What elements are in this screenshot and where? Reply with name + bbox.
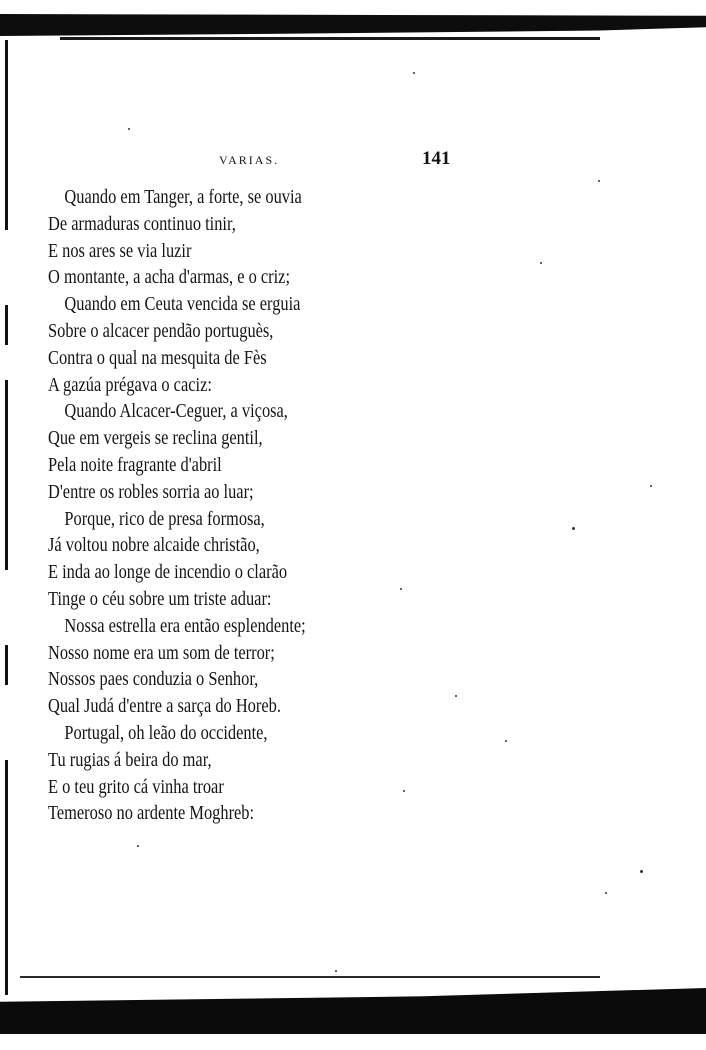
scan-speck <box>403 790 405 792</box>
poem-line: O montante, a acha d'armas, e o criz; <box>48 266 291 289</box>
poem-line: Que em vergeis se reclina gentil, <box>48 427 263 450</box>
scan-speck <box>540 262 542 264</box>
poem-line: Quando Alcacer-Ceguer, a viçosa, <box>64 400 288 423</box>
scan-margin-line <box>5 645 8 685</box>
poem-line: Temeroso no ardente Moghreb: <box>48 802 255 825</box>
running-title: VARIAS. <box>219 153 280 167</box>
page-bottom-rule <box>20 976 600 978</box>
poem-line: Nossos paes conduzia o Senhor, <box>48 668 259 691</box>
poem-line: De armaduras continuo tinir, <box>48 212 236 235</box>
poem-line: Nossa estrella era então esplendente; <box>64 614 306 637</box>
scan-margin-line <box>5 40 8 230</box>
scan-margin-line <box>5 305 8 345</box>
scan-speck <box>400 588 402 590</box>
page-number: 141 <box>422 148 451 169</box>
poem-line: Quando em Ceuta vencida se erguia <box>64 293 301 316</box>
poem-body <box>48 184 306 827</box>
page-top-rule <box>60 37 600 40</box>
poem-line: Nosso nome era um som de terror; <box>48 641 275 664</box>
scan-margin-line <box>5 760 8 995</box>
scan-edge-top <box>0 14 706 36</box>
poem-line: D'entre os robles sorria ao luar; <box>48 480 254 503</box>
scan-speck <box>455 695 457 697</box>
poem-line: Qual Judá d'entre a sarça do Horeb. <box>48 695 281 718</box>
scan-speck <box>605 892 607 894</box>
poem-line: Quando em Tanger, a forte, se ouvia <box>64 186 302 208</box>
poem-line: Já voltou nobre alcaide christão, <box>48 534 260 557</box>
scan-speck <box>572 527 575 530</box>
poem-line: Tu rugias á beira do mar, <box>48 748 212 771</box>
poem-line: Porque, rico de presa formosa, <box>64 507 265 530</box>
poem-line: A gazúa prégava o caciz: <box>48 373 212 396</box>
poem-line: Pela noite fragrante d'abril <box>48 453 222 476</box>
scan-margin-line <box>5 380 8 570</box>
scan-speck <box>650 485 652 487</box>
poem-line: Tinge o céu sobre um triste aduar: <box>48 587 272 610</box>
poem-line: Sobre o alcacer pendão portuguès, <box>48 319 274 342</box>
scan-speck <box>335 970 337 972</box>
poem-line: E nos ares se via luzir <box>48 239 192 262</box>
scan-edge-bottom <box>0 988 706 1034</box>
poem-line: E o teu grito cá vinha troar <box>48 775 224 798</box>
poem-line: E inda ao longe de incendio o clarão <box>48 561 288 584</box>
scan-speck <box>640 870 643 873</box>
scan-speck <box>128 128 130 130</box>
scan-speck <box>505 740 507 742</box>
scan-speck <box>413 72 415 74</box>
poem-line: Contra o qual na mesquita de Fès <box>48 346 267 369</box>
scan-speck <box>598 180 600 182</box>
poem-line: Portugal, oh leão do occidente, <box>64 721 268 744</box>
scan-speck <box>137 845 139 847</box>
